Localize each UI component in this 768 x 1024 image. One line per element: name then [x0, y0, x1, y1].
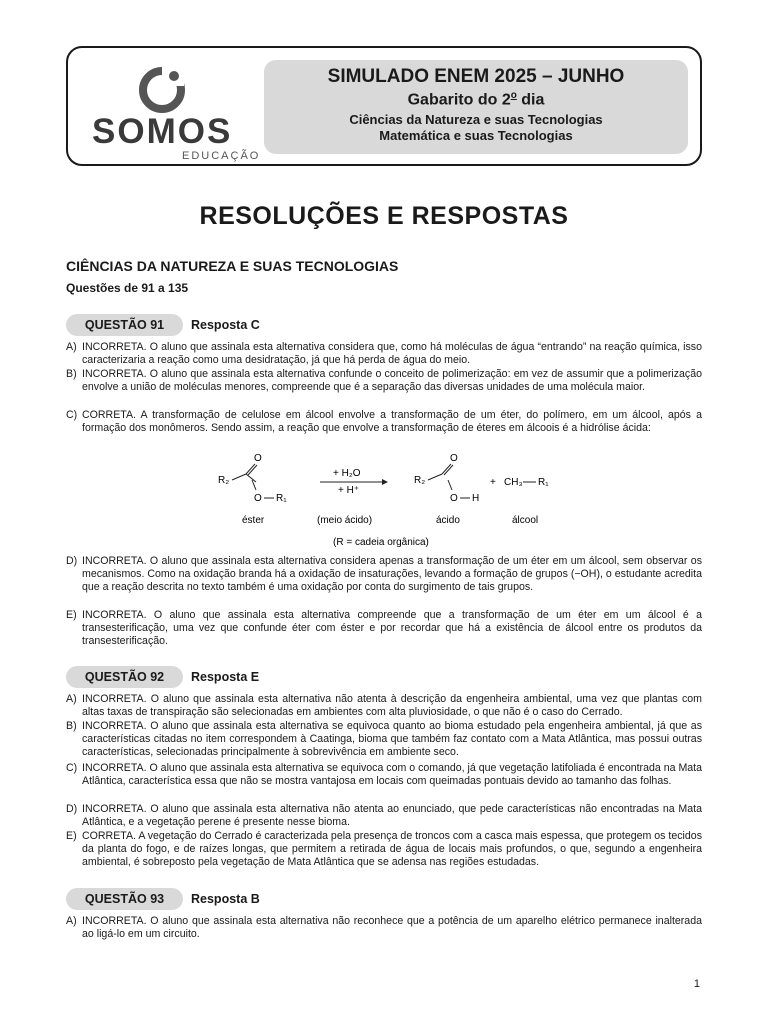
question-answer: Resposta B — [191, 892, 260, 906]
exam-title: SIMULADO ENEM 2025 – JUNHO — [327, 66, 625, 87]
r1-label: R₁ — [276, 493, 287, 504]
acid-carbonyl-o: O — [450, 453, 458, 464]
alternative: E) CORRETA. A vegetação do Cerrado é caracterizada pela presença de troncos com a casca mais espessa, que protegem os tecidos da planta do fogo, e de raízes longas, que permitem a retirada de água de locais mais profundos, o que, segundo a engenheira ambiental, é sobreposto pela vegetação de Mata Atlântica que se adensa nas regiões estudadas. — [66, 830, 702, 868]
ester-label: éster — [242, 515, 265, 526]
acid-h: H — [472, 493, 480, 504]
alternative: A) INCORRETA. O aluno que assinala esta alternativa não reconhece que a potência de um aparelho elétrico permanece inalterada ao ligá-lo em um circuito. — [66, 915, 702, 940]
plus-sign: + — [490, 477, 496, 488]
acid-condition: + H⁺ — [338, 485, 360, 496]
question-header — [66, 666, 259, 688]
alcohol-r1: R₁ — [538, 477, 549, 488]
alcohol-formula: CH₃ — [504, 477, 523, 488]
carbonyl-o: O — [254, 453, 262, 464]
acid-o: O — [450, 493, 458, 504]
question-label: QUESTÃO 93 — [66, 888, 183, 910]
alternative: B) INCORRETA. O aluno que assinala esta alternativa se equivoca quanto ao bioma estudado pela engenheira ambiental, já que as características citadas no item correspondem à Caatinga, bioma que também faz contato com a Mata Atlântica, mas possui outras características, selecionadas principalmente à sobrevivência em ambiente seco. — [66, 720, 702, 758]
question-answer: Resposta E — [191, 670, 260, 684]
alternative: C) CORRETA. A transformação de celulose em álcool envolve a transformação de um éter, do polímero, em um álcool, após a formação dos monômeros. Sendo assim, a reação que envolve a transformação de éteres em álcoois é a hidrólise ácida: — [66, 409, 702, 434]
alternative: A) INCORRETA. O aluno que assinala esta alternativa não atenta à descrição da engenheira ambiental, uma vez que plantas com altas taxas de transpiração são selecionadas em ambientes com alta pluviosidade, o que não é o caso do Cerrado. — [66, 693, 702, 718]
r2-label: R₂ — [414, 475, 426, 486]
logo-mark-icon — [78, 60, 258, 120]
hydrolysis-reaction — [200, 452, 580, 552]
exam-subtitle: Gabarito do 2$^o$ dia — [407, 90, 545, 109]
alternative: D) INCORRETA. O aluno que assinala esta alternativa considera apenas a transformação de um éter em um álcool, sem observar os mecanismos. Como na oxidação branda há a oxidação de insaturações, levando a formação de grupos (−OH), o estudante acredita que a reação descrita no texto também é uma oxidação por conta do surgimento de tais grupos. — [66, 555, 702, 593]
question-answer: Resposta C — [191, 318, 260, 332]
question-header — [66, 314, 260, 336]
alternative: E) INCORRETA. O aluno que assinala esta alternativa compreende que a transformação de um éter em um álcool é a transesterificação, uma vez que confunde éter com éster e por recordar que há a existência de álcool entre os produtos da transesterificação. — [66, 609, 702, 647]
page-title: RESOLUÇÕES E RESPOSTAS — [199, 202, 569, 230]
question-header — [66, 888, 260, 910]
alternative: B) INCORRETA. O aluno que assinala esta alternativa confunde o conceito de polimerização: em vez de assumir que a polimerização envolve a união de moléculas menores, compreende que é a separação das diversas unidades de uma molécula maior. — [66, 368, 702, 393]
alcohol-label: álcool — [512, 515, 539, 526]
section-subtitle: Questões de 91 a 135 — [66, 281, 189, 295]
header-box — [66, 46, 702, 166]
alternative: A) INCORRETA. O aluno que assinala esta alternativa considera que, como há moléculas de água “entrando” na reação química, isso caracterizaria a reação como uma desidratação, já que há perda de água do meio. — [66, 341, 702, 366]
r2-label: R₂ — [218, 475, 230, 486]
logo-text: SOMOS — [92, 112, 233, 151]
reaction-note: (R = cadeia orgânica) — [333, 537, 429, 548]
header-panel — [264, 60, 688, 154]
page-number: 1 — [693, 978, 700, 990]
question-label: QUESTÃO 91 — [66, 314, 183, 336]
question-label: QUESTÃO 92 — [66, 666, 183, 688]
acid-label: ácido — [436, 515, 460, 526]
somos-logo — [78, 60, 261, 162]
alternative: C) INCORRETA. O aluno que assinala esta alternativa se equivoca com o comando, já que vegetação latifoliada é encontrada na Mata Atlântica, característica essa que não se mostra vantajosa em locais com queimadas pontuais devido ao tamanho das folhas. — [66, 762, 702, 787]
water-condition: + H₂O — [333, 468, 361, 479]
area-1: Ciências da Natureza e suas Tecnologias — [349, 112, 603, 128]
medium-label: (meio ácido) — [317, 515, 373, 526]
area-2: Matemática e suas Tecnologias — [379, 128, 573, 144]
alternative: D) INCORRETA. O aluno que assinala esta alternativa não atenta ao enunciado, que pede características não encontradas na Mata Atlântica, e a vegetação perene é presente nesse bioma. — [66, 803, 702, 828]
section-title: CIÊNCIAS DA NATUREZA E SUAS TECNOLOGIAS — [66, 258, 399, 274]
logo-subtext: EDUCAÇÃO — [182, 150, 261, 162]
ester-o: O — [254, 493, 262, 504]
